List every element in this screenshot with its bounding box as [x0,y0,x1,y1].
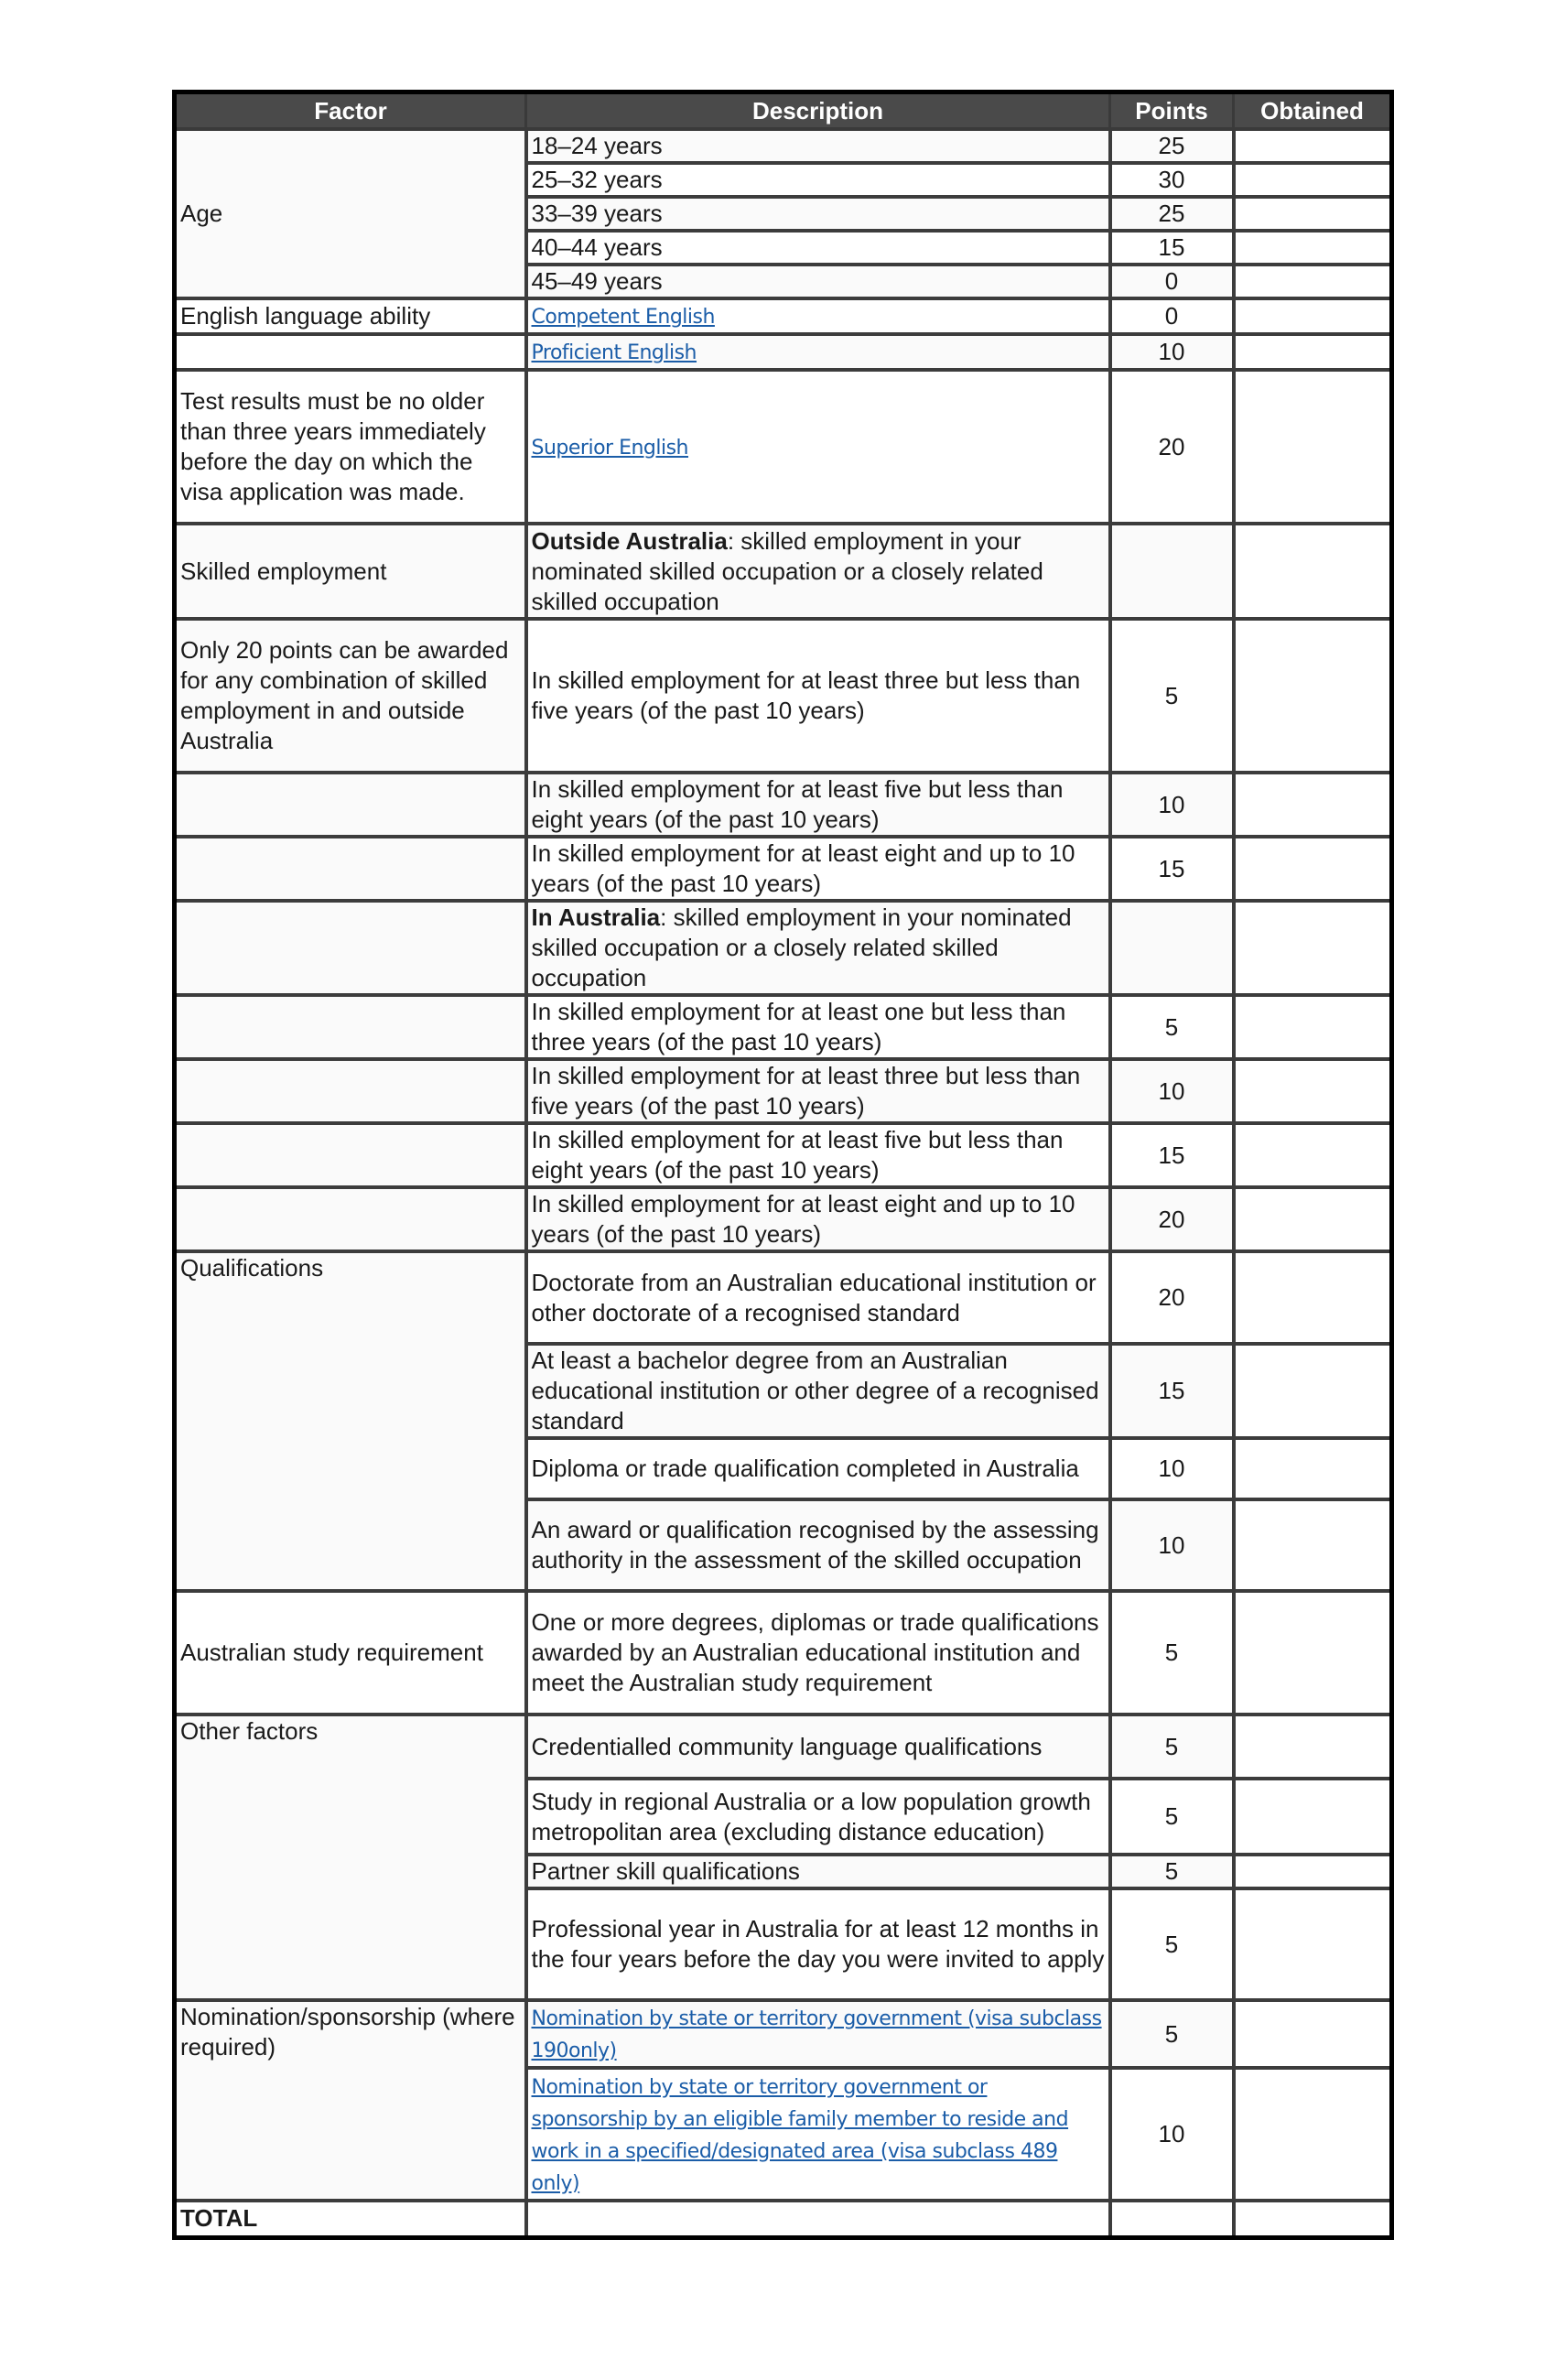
points-cell: 10 [1110,334,1234,370]
factor-empty [175,1059,526,1123]
table-row [175,1187,1392,1251]
points-cell: 10 [1110,1499,1234,1591]
total-obtained[interactable] [1234,2201,1392,2237]
factor-empty [175,1187,526,1251]
points-cell: 10 [1110,1438,1234,1499]
description-cell: In skilled employment for at least eight and up to 10 years (of the past 10 years) [526,1187,1110,1251]
header-description: Description [526,92,1110,130]
description-cell [526,2000,1110,2068]
points-cell: 5 [1110,1779,1234,1855]
in-australia-label: In Australia [531,903,661,931]
obtained-cell[interactable] [1234,1059,1392,1123]
factor-empty [175,334,526,370]
factor-age: Age [175,129,526,298]
points-cell: 15 [1110,1344,1234,1438]
superior-english-link[interactable]: Superior English [531,436,689,460]
total-label: TOTAL [175,2201,526,2237]
points-cell: 5 [1110,1888,1234,2000]
obtained-cell[interactable] [1234,1499,1392,1591]
points-cell: 20 [1110,1187,1234,1251]
proficient-english-link[interactable]: Proficient English [531,341,697,364]
obtained-cell[interactable] [1234,1344,1392,1438]
description-cell: 25–32 years [526,163,1110,197]
header-points: Points [1110,92,1234,130]
points-cell: 20 [1110,1251,1234,1344]
table-row [175,1123,1392,1187]
obtained-cell[interactable] [1234,129,1392,163]
points-cell [1110,901,1234,995]
description-cell: Doctorate from an Australian educational institution or other doctorate of a recognised standard [526,1251,1110,1344]
obtained-cell[interactable] [1234,1715,1392,1779]
points-cell: 25 [1110,129,1234,163]
header-obtained: Obtained [1234,92,1392,130]
header-factor: Factor [175,92,526,130]
obtained-cell[interactable] [1234,773,1392,837]
outside-australia-heading [526,524,1110,619]
description-cell: Credentialled community language qualifications [526,1715,1110,1779]
description-cell [526,2068,1110,2201]
points-cell: 15 [1110,837,1234,901]
obtained-cell[interactable] [1234,1123,1392,1187]
description-cell: An award or qualification recognised by the assessing authority in the assessment of the skilled occupation [526,1499,1110,1591]
description-cell: In skilled employment for at least five but less than eight years (of the past 10 years) [526,773,1110,837]
points-cell: 10 [1110,2068,1234,2201]
in-australia-text: : skilled employment in your nominated skilled occupation or a closely related skilled occupation [531,903,1072,991]
table-row [175,1591,1392,1715]
obtained-cell[interactable] [1234,1779,1392,1855]
points-cell: 30 [1110,163,1234,197]
obtained-cell[interactable] [1234,1591,1392,1715]
obtained-cell[interactable] [1234,619,1392,773]
total-points [1110,2201,1234,2237]
factor-australian-study: Australian study requirement [175,1591,526,1715]
table-row [175,370,1392,524]
obtained-cell[interactable] [1234,163,1392,197]
obtained-cell[interactable] [1234,2068,1392,2201]
table-row [175,334,1392,370]
obtained-cell[interactable] [1234,995,1392,1059]
employment-note: Only 20 points can be awarded for any combination of skilled employment in and outside Australia [175,619,526,773]
table-row [175,837,1392,901]
points-cell [1110,524,1234,619]
obtained-cell[interactable] [1234,837,1392,901]
obtained-cell[interactable] [1234,2000,1392,2068]
factor-nomination: Nomination/sponsorship (where required) [175,2000,526,2201]
factor-empty [175,773,526,837]
points-cell: 25 [1110,197,1234,231]
table-header-row [175,92,1392,130]
factor-other: Other factors [175,1715,526,2000]
points-cell: 5 [1110,1715,1234,1779]
obtained-cell[interactable] [1234,298,1392,334]
points-test-table [172,90,1394,2240]
points-cell: 15 [1110,1123,1234,1187]
nomination-190-link[interactable]: Nomination by state or territory government (visa subclass 190only) [531,2007,1102,2062]
description-cell: One or more degrees, diplomas or trade qualifications awarded by an Australian educational institution and meet the Australian study requirement [526,1591,1110,1715]
description-cell: Diploma or trade qualification completed in Australia [526,1438,1110,1499]
factor-empty [175,995,526,1059]
points-cell: 10 [1110,1059,1234,1123]
description-cell [526,298,1110,334]
description-cell [526,334,1110,370]
obtained-cell[interactable] [1234,370,1392,524]
obtained-cell[interactable] [1234,334,1392,370]
table-row [175,1715,1392,1779]
description-cell: 18–24 years [526,129,1110,163]
table-row [175,995,1392,1059]
table-row [175,1059,1392,1123]
points-cell: 5 [1110,995,1234,1059]
description-cell: In skilled employment for at least five but less than eight years (of the past 10 years) [526,1123,1110,1187]
points-cell: 15 [1110,231,1234,265]
table-row [175,129,1392,163]
points-cell: 20 [1110,370,1234,524]
points-cell: 5 [1110,1591,1234,1715]
factor-empty [175,901,526,995]
description-cell: Partner skill qualifications [526,1855,1110,1888]
description-cell: At least a bachelor degree from an Australian educational institution or other degree of a recognised standard [526,1344,1110,1438]
points-cell: 5 [1110,1855,1234,1888]
outside-australia-text: : skilled employment in your nominated skilled occupation or a closely related skilled occupation [531,526,1043,615]
obtained-cell[interactable] [1234,524,1392,619]
factor-skilled-employment: Skilled employment [175,524,526,619]
table-row [175,1251,1392,1344]
description-cell: Study in regional Australia or a low population growth metropolitan area (excluding distance education) [526,1779,1110,1855]
nomination-489-link[interactable]: Nomination by state or territory government or sponsorship by an eligible family member to reside and work in a specified/designated area (visa subclass 489 only) [531,2075,1069,2195]
obtained-cell[interactable] [1234,1888,1392,2000]
total-row [175,2201,1392,2237]
description-cell: 40–44 years [526,231,1110,265]
obtained-cell[interactable] [1234,901,1392,995]
in-australia-heading [526,901,1110,995]
factor-empty [175,1123,526,1187]
points-cell: 10 [1110,773,1234,837]
obtained-cell[interactable] [1234,265,1392,298]
obtained-cell[interactable] [1234,197,1392,231]
table-row [175,298,1392,334]
description-cell [526,370,1110,524]
table-row [175,524,1392,619]
description-cell: 33–39 years [526,197,1110,231]
table-row [175,619,1392,773]
table-row [175,2000,1392,2068]
obtained-cell[interactable] [1234,1855,1392,1888]
description-cell: In skilled employment for at least three but less than five years (of the past 10 years) [526,1059,1110,1123]
factor-qualifications: Qualifications [175,1251,526,1591]
table-row [175,773,1392,837]
description-cell: In skilled employment for at least one but less than three years (of the past 10 years) [526,995,1110,1059]
table-row [175,901,1392,995]
competent-english-link[interactable]: Competent English [531,306,715,329]
description-cell: In skilled employment for at least three but less than five years (of the past 10 years) [526,619,1110,773]
factor-english: English language ability [175,298,526,334]
points-cell: 5 [1110,2000,1234,2068]
outside-australia-label: Outside Australia [531,526,728,555]
obtained-cell[interactable] [1234,231,1392,265]
factor-empty [175,837,526,901]
points-cell: 0 [1110,265,1234,298]
english-note: Test results must be no older than three years immediately before the day on which the visa application was made. [175,370,526,524]
description-cell: 45–49 years [526,265,1110,298]
points-cell: 0 [1110,298,1234,334]
description-cell: In skilled employment for at least eight and up to 10 years (of the past 10 years) [526,837,1110,901]
total-description [526,2201,1110,2237]
description-cell: Professional year in Australia for at least 12 months in the four years before the day you were invited to apply [526,1888,1110,2000]
obtained-cell[interactable] [1234,1251,1392,1344]
points-cell: 5 [1110,619,1234,773]
obtained-cell[interactable] [1234,1187,1392,1251]
obtained-cell[interactable] [1234,1438,1392,1499]
